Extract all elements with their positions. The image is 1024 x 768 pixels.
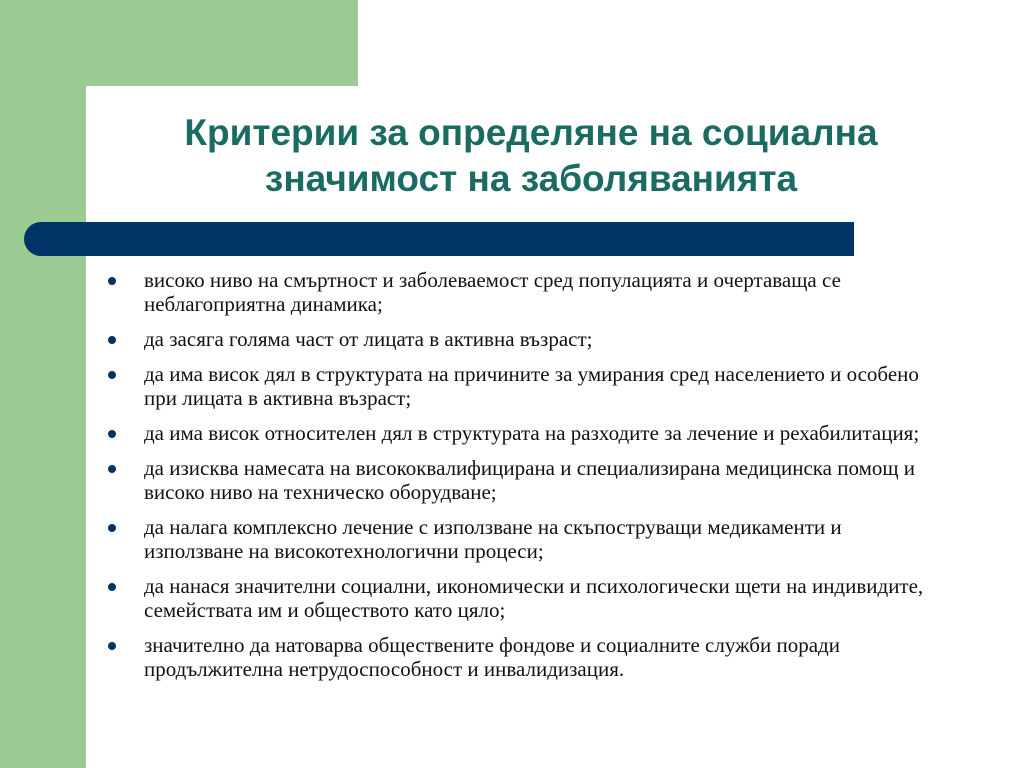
bullet-item <box>102 362 932 410</box>
title-line-1: Критерии за определяне на социална <box>184 112 878 153</box>
title-line-2: значимост на заболяванията <box>264 158 798 199</box>
bullet-item <box>102 633 932 681</box>
bullet-dot-icon <box>108 583 116 591</box>
title-divider-bar <box>24 222 854 256</box>
bullet-text: да засяга голяма част от лицата в активна възраст; <box>144 327 593 351</box>
green-left-panel <box>0 0 86 768</box>
slide-title <box>96 110 966 202</box>
bullet-dot-icon <box>108 524 116 532</box>
green-top-panel <box>0 0 358 86</box>
bullet-dot-icon <box>108 642 116 650</box>
bullet-text: да изисква намесата на висококвалифицирана и специализирана медицинска помощ и високо ниво на техническо оборудване; <box>144 456 916 504</box>
bullet-text: значително да натоварва обществените фондове и социалните служби поради продължителна нетрудоспособност и инвалидизация. <box>144 633 840 681</box>
bullet-text: да има висок относителен дял в структурата на разходите за лечение и рехабилитация; <box>144 421 920 445</box>
bullet-item <box>102 327 932 351</box>
bullet-dot-icon <box>108 336 116 344</box>
bullet-text: да има висок дял в структурата на причините за умирания сред населението и особено при лицата в активна възраст; <box>144 362 919 410</box>
bullet-text: да налага комплексно лечение с използване на скъпоструващи медикаменти и използване на високотехнологични процеси; <box>144 515 842 563</box>
bullet-item <box>102 574 932 622</box>
bullet-text: високо ниво на смъртност и заболеваемост сред популацията и очертаваща се неблагоприятна динамика; <box>144 268 841 316</box>
bullet-item <box>102 515 932 563</box>
bullet-dot-icon <box>108 465 116 473</box>
bullet-dot-icon <box>108 430 116 438</box>
bullet-item <box>102 268 932 316</box>
bullet-item <box>102 456 932 504</box>
bullet-dot-icon <box>108 277 116 285</box>
bullet-dot-icon <box>108 371 116 379</box>
bullet-item <box>102 421 932 445</box>
bullet-text: да нанася значителни социални, икономически и психологически щети на индивидите, семействата им и обществото като цяло; <box>144 574 924 622</box>
bullet-list <box>102 268 932 692</box>
